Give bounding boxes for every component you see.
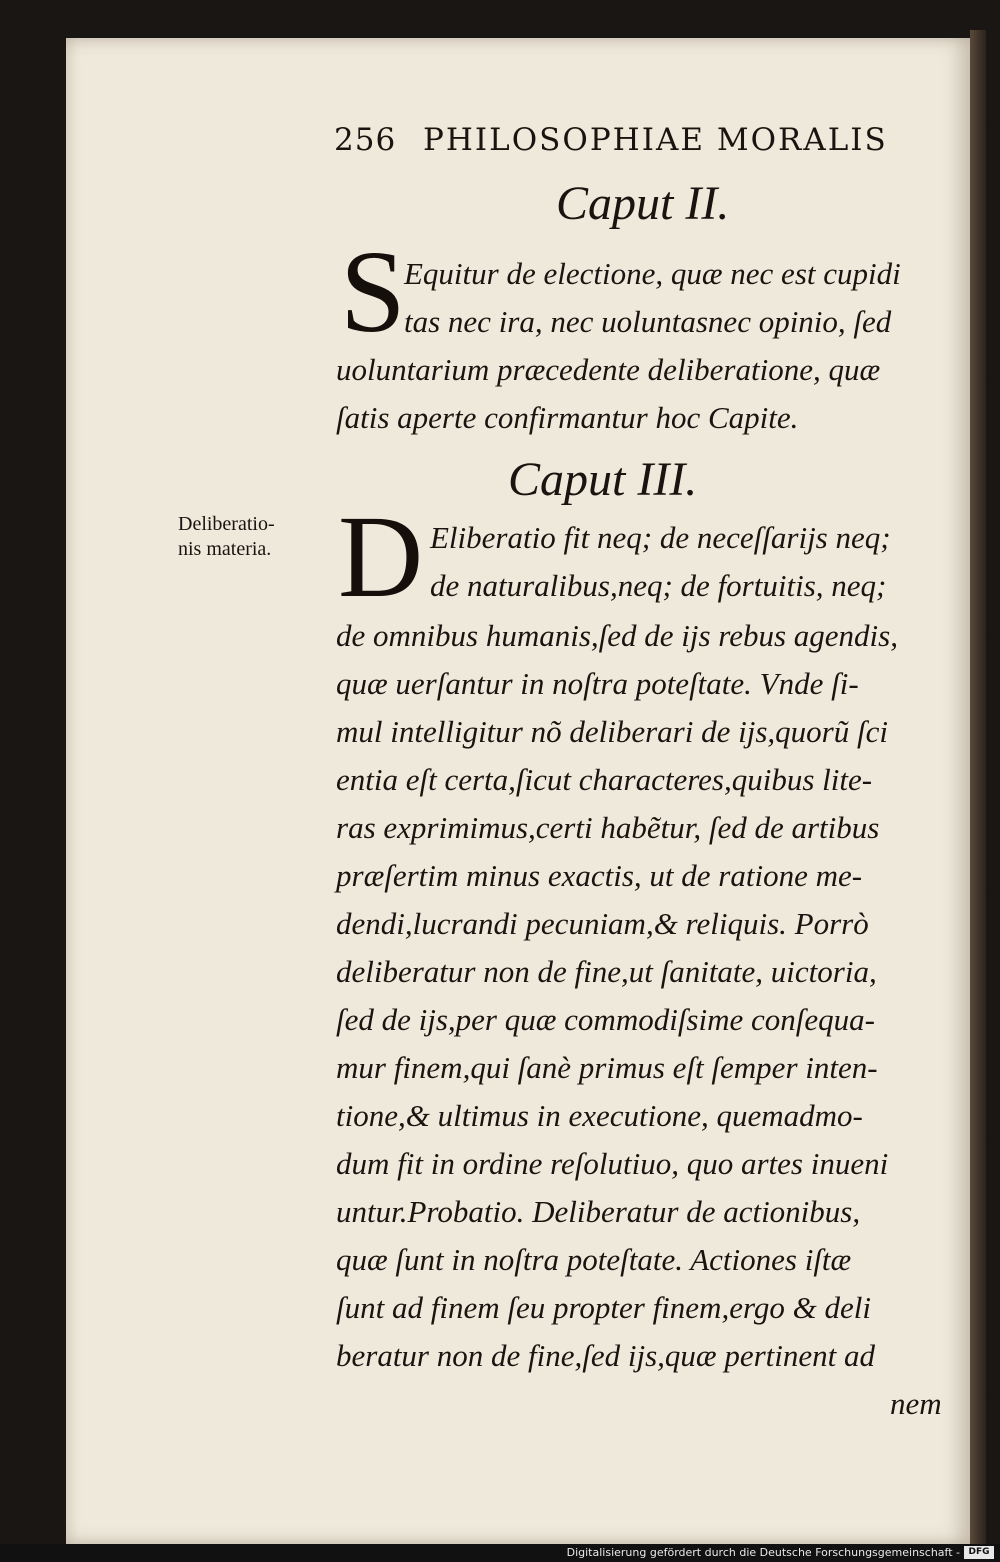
text-line: quæ ſunt in noſtra poteſtate. Actiones iſtæ	[336, 1242, 852, 1277]
funding-credit: Digitalisierung gefördert durch die Deutsche Forschungsgemeinschaft -	[566, 1546, 960, 1559]
text-line: de naturalibus,neq; de fortuitis, neq;	[430, 568, 887, 603]
text-line: dendi,lucrandi pecuniam,& reliquis. Porrò	[336, 906, 869, 941]
text-line: quæ uerſantur in noſtra poteſtate. Vnde ſi-	[336, 666, 859, 701]
text-line: ſatis aperte confirmantur hoc Capite.	[336, 400, 799, 435]
text-line: tione,& ultimus in executione, quemadmo-	[336, 1098, 863, 1133]
margin-note	[178, 512, 275, 562]
margin-note-line: Deliberatio-	[178, 513, 275, 535]
text-line: mul intelligitur nõ deliberari de ijs,quorũ ſci	[336, 714, 888, 749]
running-header	[334, 122, 924, 158]
text-line: untur.Probatio. Deliberatur de actionibus,	[336, 1194, 861, 1229]
text-line: tas nec ira, nec uoluntasnec opinio, ſed	[404, 304, 892, 339]
text-line: Eliberatio fit neq; de neceſſarijs neq;	[430, 520, 891, 555]
text-line: entia eſt certa,ſicut characteres,quibus lite-	[336, 762, 873, 797]
text-line: præſertim minus exactis, ut de ratione me-	[336, 858, 863, 893]
page-number: 256	[334, 122, 397, 158]
text-line: deliberatur non de fine,ut ſanitate, uictoria,	[336, 954, 877, 989]
dfg-logo-icon: DFG	[964, 1546, 994, 1559]
text-line: dum fit in ordine reſolutiuo, quo artes inueni	[336, 1146, 889, 1181]
dropcap-s: S	[340, 226, 406, 357]
text-line: mur finem,qui ſanè primus eſt ſemper inten-	[336, 1050, 878, 1085]
text-line: beratur non de fine,ſed ijs,quæ pertinent ad	[336, 1338, 876, 1373]
text-line: uoluntarium præcedente deliberatione, quæ	[336, 352, 881, 387]
book-edge	[970, 30, 986, 1550]
chapter-2-title: Caput II.	[556, 177, 730, 230]
text-line: de omnibus humanis,ſed de ijs rebus agendis,	[336, 618, 898, 653]
chapter-3-title: Caput III.	[508, 453, 698, 506]
dropcap-d: D	[338, 491, 424, 622]
text-line: ras exprimimus,certi habẽtur, ſed de artibus	[336, 810, 880, 845]
text-line: ſunt ad finem ſeu propter finem,ergo & deli	[336, 1290, 871, 1325]
running-title: PHILOSOPHIAE MORALIS	[423, 122, 888, 158]
text-line: ſed de ijs,per quæ commodiſsime conſequa-	[336, 1002, 875, 1037]
text-line: Equitur de electione, quæ nec est cupidi	[404, 256, 901, 291]
margin-note-line: nis materia.	[178, 538, 272, 560]
catchword: nem	[890, 1386, 942, 1421]
